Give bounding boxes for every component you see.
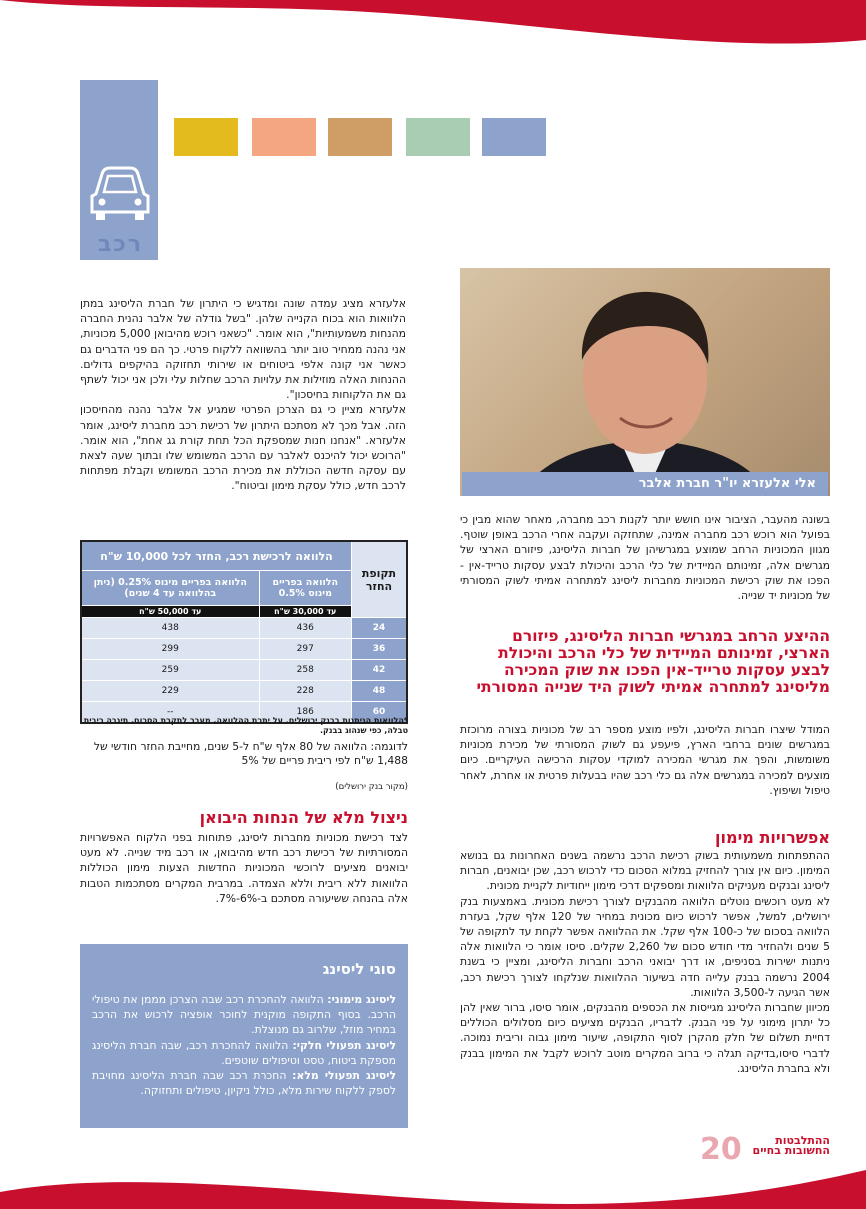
table-cell-period: 42: [352, 660, 408, 681]
color-swatch-blue: [482, 118, 546, 156]
leasing-box-body: [92, 992, 396, 1098]
left-paragraph-2: לצד רכישת מכוניות מחברות ליסינג, פתוחות בפני הלקוח האפשרויות המסורתיות של רכישת רכב חדש מהיבואן, או רכב מיד שנייה. לא מעט יבואנים מציעים לרוכשי המכוניות החדשות הצעות מימון הכוללות הלוואות ללא ריבית וללא הצמדה. במרבית המקרים מסתכמות הטבות אלה בהנחה ששיעורה מסתכם ב-6%-7%.: [80, 831, 408, 905]
table-footnote: *הלוואות הניתנות בבנק ירושלים. על יתרת ההלוואה, מעבר לתקרת הסכום, תיגבה ריבית טבלה, כפי שנהוג בבנק.: [83, 716, 408, 735]
section-title: רכב: [98, 232, 144, 257]
table-cell-col1: 297: [259, 639, 351, 660]
table-row: [81, 681, 407, 702]
table-cell-period: 48: [352, 681, 408, 702]
leasing-item-label: ליסינג תפעולי חלקי:: [292, 1038, 396, 1052]
table-limit-col1: עד 30,000 ש"ח: [259, 606, 351, 618]
magazine-name: ההתלבטות החשובות בחיים: [752, 1134, 830, 1157]
top-swoosh-decoration: [0, 0, 866, 70]
right-paragraph-2: המודל שיצרו חברות הליסינג, ולפיו מוצע מספר רב של מכוניות בצורה מרוכזת במגרשים שונים ברחבי הארץ, פיעפע גם לשוק המסורתי של מכירת מכוניות משומשות, והפך את מגרשי המכירה למוקדי עסקות הרכישה העיקריים. כיום מוצעים למכירה במגרשים אלה גם כלי רכב שהיו בבעלות פרטית או אחרת, לאחר טיפול ושיפוץ.: [460, 723, 830, 797]
color-swatch-green: [406, 118, 470, 156]
table-cell-period: 36: [352, 639, 408, 660]
table-cell-col2: 299: [81, 639, 259, 660]
right-subheading: אפשרויות מימון: [715, 828, 830, 847]
table-cell-period: 60: [352, 702, 408, 724]
page-number: 20: [700, 1132, 742, 1167]
portrait-photo: [460, 268, 830, 496]
leasing-item-label: ליסינג תפעולי מלא:: [292, 1069, 396, 1083]
leasing-item-label: ליסינג מימוני:: [327, 993, 397, 1006]
color-swatch-yellow: [174, 118, 238, 156]
table-title: הלוואה לרכישת רכב, החזר לכל 10,000 ש"ח: [81, 541, 352, 571]
table-row: [81, 618, 407, 639]
table-cell-col1: 228: [259, 681, 351, 702]
leasing-item-text: החכרת רכב שבה חברת הליסינג מחויבת לספק ללקוח שירות מלא, כולל ניקיון, טיפולים ותחזוקה.: [92, 1069, 396, 1098]
table-limit-col2: עד 50,000 ש"ח: [81, 606, 259, 618]
table-row: [81, 639, 407, 660]
loan-example: לדוגמה: הלוואה של 80 אלף ש"ח ל-5 שנים, מחייבת החזר חודשי של 1,488 ש"ח לפי ריבית פריים של 5%: [93, 740, 408, 767]
table-cell-col1: 258: [259, 660, 351, 681]
table-cell-period: 24: [352, 618, 408, 639]
right-paragraph-3: ההתפתחות משמעותית בשוק רכישת הרכב נרשמה בשנים האחרונות גם בנושא המימון. כיום אין צורך להחזיק במלוא הסכום כדי לרכוש רכב, שכן יבואנים, חברות ליסינג ובנקים מעניקים הלוואות ומספקים דרכי מימון ייחודיות לקניית מכונית. לא מעט רוכשים נוטלים הלוואה מהבנקים לצורך רכישת מכונית. באמצעות בנק ירושלים, למשל, אפשר לרכוש כיום מכונית במחיר של 120 אלף שקל, בעזרת הלוואה בסכום של כ-100 אלף שקל. את ההלוואה אפשר לקחת עד לתקופה של 5 שנים ולהחזיר מדי חודש סכום של 2,260 שקלים. סיסו אומר כי הלוואות אלה ניתנות ישירות בסניפים, או דרך יבואני הרכב וחברות הליסינג, ומציין כי בשנת 2004 נרשמה בבנק עלייה חדה בשיעור ההלוואות שנלקחו לצורך רכישת רכב, אשר הגיעה ל-3,500 הלוואות. מכיוון שחברות הליסינג מגייסות את הכספים מהבנקים, אומר סיסו, ברור שאין להן כל יתרון מימוני על פני הבנק. לדבריו, הבנקים מציעים כיום מסלולים הכוללים דחיית תשלום של חלק מהקרן לסוף התקופה, שיעור מימון גבוה וריבית נמוכה. לדברי סיסו,בדיקה תגלה כי ברוב המקרים מוטב לרוכש לקבל את המימון בבנק ולא בחברת הליסינג.: [460, 849, 830, 1075]
leasing-item-text: הלוואה להחכרת רכב שבה הצרכן מממן את טיפולי הרכב. בסוף התקופה מוקנית לחוכר אופציה לרכוש את הרכב במחיר מוזל, שלרוב גם מנוצלת.: [92, 993, 396, 1037]
leasing-types-box: [80, 944, 408, 1128]
loan-example-source: (מקור בנק ירושלים): [335, 782, 408, 792]
color-swatch-peach: [252, 118, 316, 156]
left-paragraph-1: אלעזרא מציג עמדה שונה ומדגיש כי היתרון של חברת הליסינג במתן הלוואות הוא בכוח הקנייה שלהן. "בשל גודלה של אלבר נהנית החברה מהנחות משמעותיות", הוא אומר. "כשאני רוכש מהיבואן 5,000 מכוניות, אני נהנה ממחיר טוב יותר בהשוואה ללקוח פרטי. כך הם פני הדברים גם כאשר אני קונה אלפי ביטוחים או שירותי תחזוקה בהיקפים גדולים. ההנחות האלה מוזילות את עלויות הרכב שחלות עלי ולכן אני יכול לשתף גם את הלקוחות בחיסכון". אלעזרא מציין כי גם הצרכן הפרטי שמגיע אל אלבר נהנה מהחיסכון הזה. אבל מכך לא מסתכם היתרון של רכישת רכב מחברת ליסינג, אומר אלעזרא. "אנחנו חנות שמספקת הכל תחת קורת גג אחת", הוא אומר. "הרוכש יכול להיכנס לאלבר עם הרכב המשומש שלו ובתוך שעה לצאת עם עסקה חדשה הכוללת את מכירת הרכב המשומש וקבלת מפתחות לרכב חדש, כולל עסקת מימון וביטוח".: [80, 297, 406, 493]
leasing-item-text: הלוואה להחכרת רכב, שבה חברת הליסינג מספקת ביטוח, טסט וטיפולים שוטפים.: [92, 1038, 396, 1067]
table-cell-col2: 259: [81, 660, 259, 681]
table-cell-col1: 186: [259, 702, 351, 724]
table-cell-col1: 436: [259, 618, 351, 639]
table-cell-col2: 438: [81, 618, 259, 639]
table-cell-col2: 229: [81, 681, 259, 702]
car-icon: [84, 160, 156, 222]
pull-quote: ההיצע הרחב במגרשי חברות הליסינג, פיזורם הארצי, זמינותם המיידית של כלי הרכב והיכולת לבצע עסקות טרייד-אין הפכו את שוק המכירה מליסינג למתחרה אמיתי לשוק היד שנייה המסורתי: [476, 627, 830, 696]
table-header-col1: הלוואה בפריים מינוס 0.5%: [259, 571, 351, 606]
loan-table: [80, 540, 408, 724]
table-header-col2: הלוואה בפריים מינוס 0.25% (ניתן בהלוואה עד 4 שנים): [81, 571, 259, 606]
right-paragraph-1: בשונה מהעבר, הציבור אינו חושש יותר לקנות רכב מחברה, מאחר שהוא מבין כי בפועל הוא רוכש רכב מחברה אמינה, שתחזקה ועקבה אחרי הרכב באופן שוטף. מגוון המכוניות הרחב שמוצע במגרשיהן של חברות הליסינג, פיזורם הארצי של מגרשים אלה, זמינותם המיידית של כלי הרכב והיכולת לבצע עסקות טרייד-אין - הפכו את שוק רכישת המכוניות מחברות ליסינג למתחרה אמיתי לשוק המסורתי של מכוניות יד שנייה.: [460, 513, 830, 603]
color-swatch-tan: [328, 118, 392, 156]
table-row: [81, 660, 407, 681]
photo-caption: אלי אלעזרא יו"ר חברת אלבר: [462, 472, 828, 496]
table-cell-col2: --: [81, 702, 259, 724]
left-subheading: ניצול מלא של הנחות היבואן: [199, 808, 408, 827]
table-header-period: תקופת החזר: [352, 541, 408, 618]
leasing-box-title: סוגי ליסינג: [322, 960, 396, 978]
